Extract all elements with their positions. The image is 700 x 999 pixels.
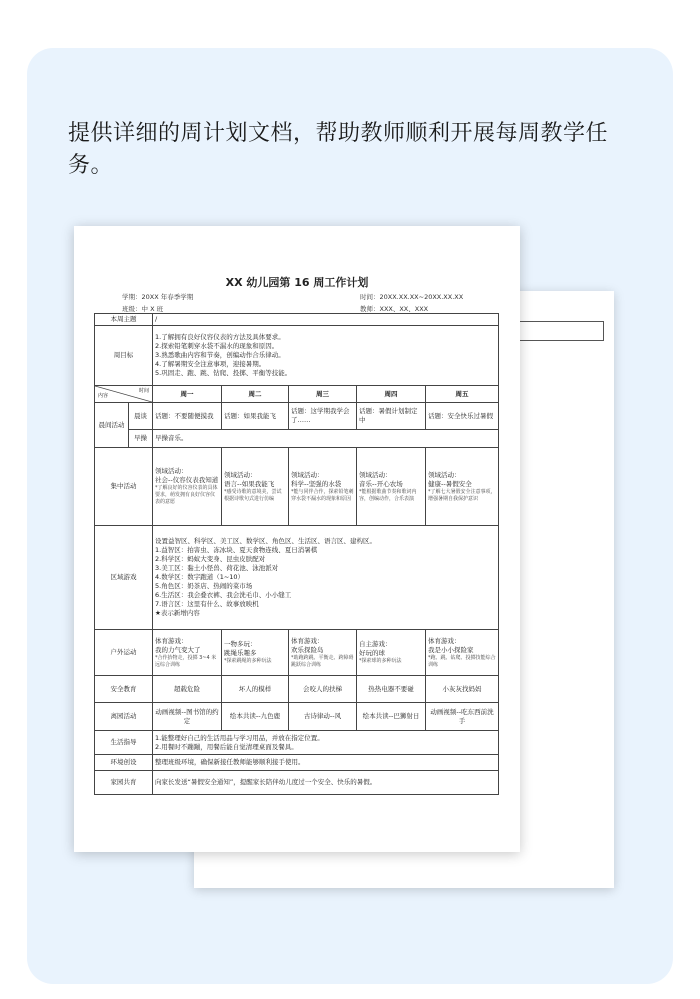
diag-time-label: 时间	[138, 388, 149, 394]
day-header: 周一	[153, 386, 222, 403]
outdoor-cell: 体育游戏： 欢乐探险岛 *助跑跨跳、平衡走、跨障碍跳跃综合训练	[289, 630, 357, 676]
leave-cell: 绘本共读--巴狮射日	[357, 703, 426, 731]
day-header: 周二	[222, 386, 289, 403]
goals-list	[153, 326, 499, 386]
outdoor-label: 户外运动	[95, 630, 153, 676]
env-label: 环境创设	[95, 755, 153, 771]
leave-cell: 动画视频--吃东西前洗手	[426, 703, 499, 731]
morning-activity-label: 晨间活动	[95, 403, 129, 448]
area-item: 6.生活区：我会叠衣裤、我会洗毛巾、小小缝工	[155, 591, 292, 599]
area-item: 2.科学区：蚂蚁大变身、昆虫皮肤配对	[155, 555, 266, 563]
day-header: 周三	[289, 386, 357, 403]
day-header: 周五	[426, 386, 499, 403]
safety-label: 安全教育	[95, 676, 153, 703]
teachers-text: 教师：XXX、XX、XXX	[360, 305, 429, 313]
table-row	[95, 386, 499, 403]
leave-label: 离园活动	[95, 703, 153, 731]
safety-cell: 热热电器不要碰	[357, 676, 426, 703]
area-item: 7.语言区：这里有什么、故事放映机	[155, 600, 259, 608]
table-row	[95, 630, 499, 676]
safety-cell: 超载危险	[153, 676, 222, 703]
diagonal-header-cell	[95, 386, 153, 403]
leave-cell: 绘本共读--九色鹿	[222, 703, 289, 731]
table-row	[95, 403, 499, 430]
leave-cell: 动画视频--图书馆的约定	[153, 703, 222, 731]
outdoor-cell: 一物多玩： 跳绳乐趣多 *探索跳绳的多种玩法	[222, 630, 289, 676]
morning-talk-cell: 话题：安全快乐过暑假	[426, 403, 499, 430]
morning-talk-cell: 话题：如果我能飞	[222, 403, 289, 430]
table-row	[95, 326, 499, 386]
diag-content-label: 内容	[98, 393, 109, 399]
morning-talk-cell: 话题：这学期我学会了……	[289, 403, 357, 430]
area-item: 5.角色区：奶茶店、热闹的菜市场	[155, 582, 253, 590]
morning-talk-label: 晨谈	[129, 403, 153, 430]
table-row	[95, 676, 499, 703]
area-game-label: 区域游戏	[95, 526, 153, 630]
goal-item: 4.了解暑期安全注意事项，迎接暑期。	[155, 360, 266, 368]
goal-item: 1.了解拥有良好仪容仪表的方法及具体要求。	[155, 333, 285, 341]
outdoor-cell: 体育游戏： 我是小小探险家 *跑、跳、钻爬、投掷技能综合训练	[426, 630, 499, 676]
morning-talk-cell: 话题：暑假计划制定中	[357, 403, 426, 430]
area-item: ★表示新增内容	[155, 609, 200, 617]
life-list	[153, 731, 499, 755]
group-activity-cell: 领域活动： 语言--如果我能飞 *感受诗歌的意境美，尝试根据诗歌句式进行仿编	[222, 448, 289, 526]
table-row	[95, 448, 499, 526]
weekly-plan-document	[74, 226, 520, 852]
time-text: 时间：20XX.XX.XX~20XX.XX.XX	[360, 293, 464, 301]
area-game-list	[153, 526, 499, 630]
table-row	[95, 731, 499, 755]
life-item: 1.能整理好自己的生活用品与学习用品，并放在指定位置。	[155, 733, 324, 742]
life-label: 生活指导	[95, 731, 153, 755]
env-value: 整理班级环境，确保新接任教师能够顺利接手使用。	[153, 755, 499, 771]
outdoor-cell: 体育游戏： 我的力气变大了 *合作抬物走，投掷 3~4 米远综合训练	[153, 630, 222, 676]
area-item: 设置益智区、科学区、美工区、数学区、角色区、生活区、语言区、建构区。	[155, 537, 376, 545]
goal-item: 3.熟悉歌曲内容和节奏，创编动作合乐律动。	[155, 351, 285, 359]
safety-cell: 会咬人的扶梯	[289, 676, 357, 703]
table-row	[95, 526, 499, 630]
goal-item: 2.探索铅笔刺穿水袋不漏水的现象和原因。	[155, 342, 279, 350]
day-header: 周四	[357, 386, 426, 403]
goals-label: 周目标	[95, 326, 153, 386]
table-row	[95, 430, 499, 448]
morning-exercise-value: 早操音乐。	[153, 430, 499, 448]
weekly-theme-value: /	[153, 314, 499, 326]
table-row	[95, 755, 499, 771]
table-row	[95, 703, 499, 731]
outdoor-cell: 自主游戏： 好玩的球 *探索球的多种玩法	[357, 630, 426, 676]
semester-text: 学期：20XX 年春季学期	[122, 293, 194, 301]
morning-exercise-label: 早操	[129, 430, 153, 448]
area-item: 3.美工区：黏土小怪兽、荷花池、泳池派对	[155, 564, 279, 572]
goal-item: 5.巩固走、跑、跳、钻爬、投掷、平衡等技能。	[155, 369, 292, 377]
home-value: 向家长发送“暑假安全通知”，提醒家长陪伴幼儿度过一个安全、快乐的暑假。	[153, 771, 499, 795]
table-row	[95, 771, 499, 795]
home-label: 家园共育	[95, 771, 153, 795]
document-title: XX 幼儿园第 16 周工作计划	[225, 276, 369, 289]
group-activity-cell: 领域活动： 健康--暑假安全 *了解七大暑假安全注意事项，增强暑期自我保护意识	[426, 448, 499, 526]
morning-talk-cell: 话题：不要随便摸我	[153, 403, 222, 430]
safety-cell: 坏人的模样	[222, 676, 289, 703]
weekly-theme-label: 本周主题	[95, 314, 153, 326]
safety-cell: 小灰灰找妈妈	[426, 676, 499, 703]
headline: 提供详细的周计划文档，帮助教师顺利开展每周教学任务。	[68, 121, 609, 178]
group-activity-label: 集中活动	[95, 448, 153, 526]
area-item: 1.益智区：拍害虫、冻冰块、夏天食物连线、夏日消暑棋	[155, 546, 318, 554]
table-row	[95, 314, 499, 326]
group-activity-cell: 领域活动： 音乐--开心农场 *能根据歌曲节奏和歌词内容，创编动作，合乐表演	[357, 448, 426, 526]
leave-cell: 古诗律动--风	[289, 703, 357, 731]
class-text: 班级：中 X 班	[122, 305, 164, 313]
weekly-plan-table	[94, 313, 499, 795]
group-activity-cell: 领域活动： 科学--坚强的水袋 *能与同伴合作，探索铅笔刺穿水袋不漏水的现象和原因	[289, 448, 357, 526]
group-activity-cell: 领域活动： 社会--仪容仪表我知道 *了解良好的仪容仪表的具体要求，萌发拥有良好仪容仪表的意愿	[153, 448, 222, 526]
life-item: 2.用餐时不蹦蹦，用餐后能自觉清理桌面及餐具。	[155, 742, 298, 751]
area-item: 4.数学区：数字跑道（1~10）	[155, 573, 245, 581]
